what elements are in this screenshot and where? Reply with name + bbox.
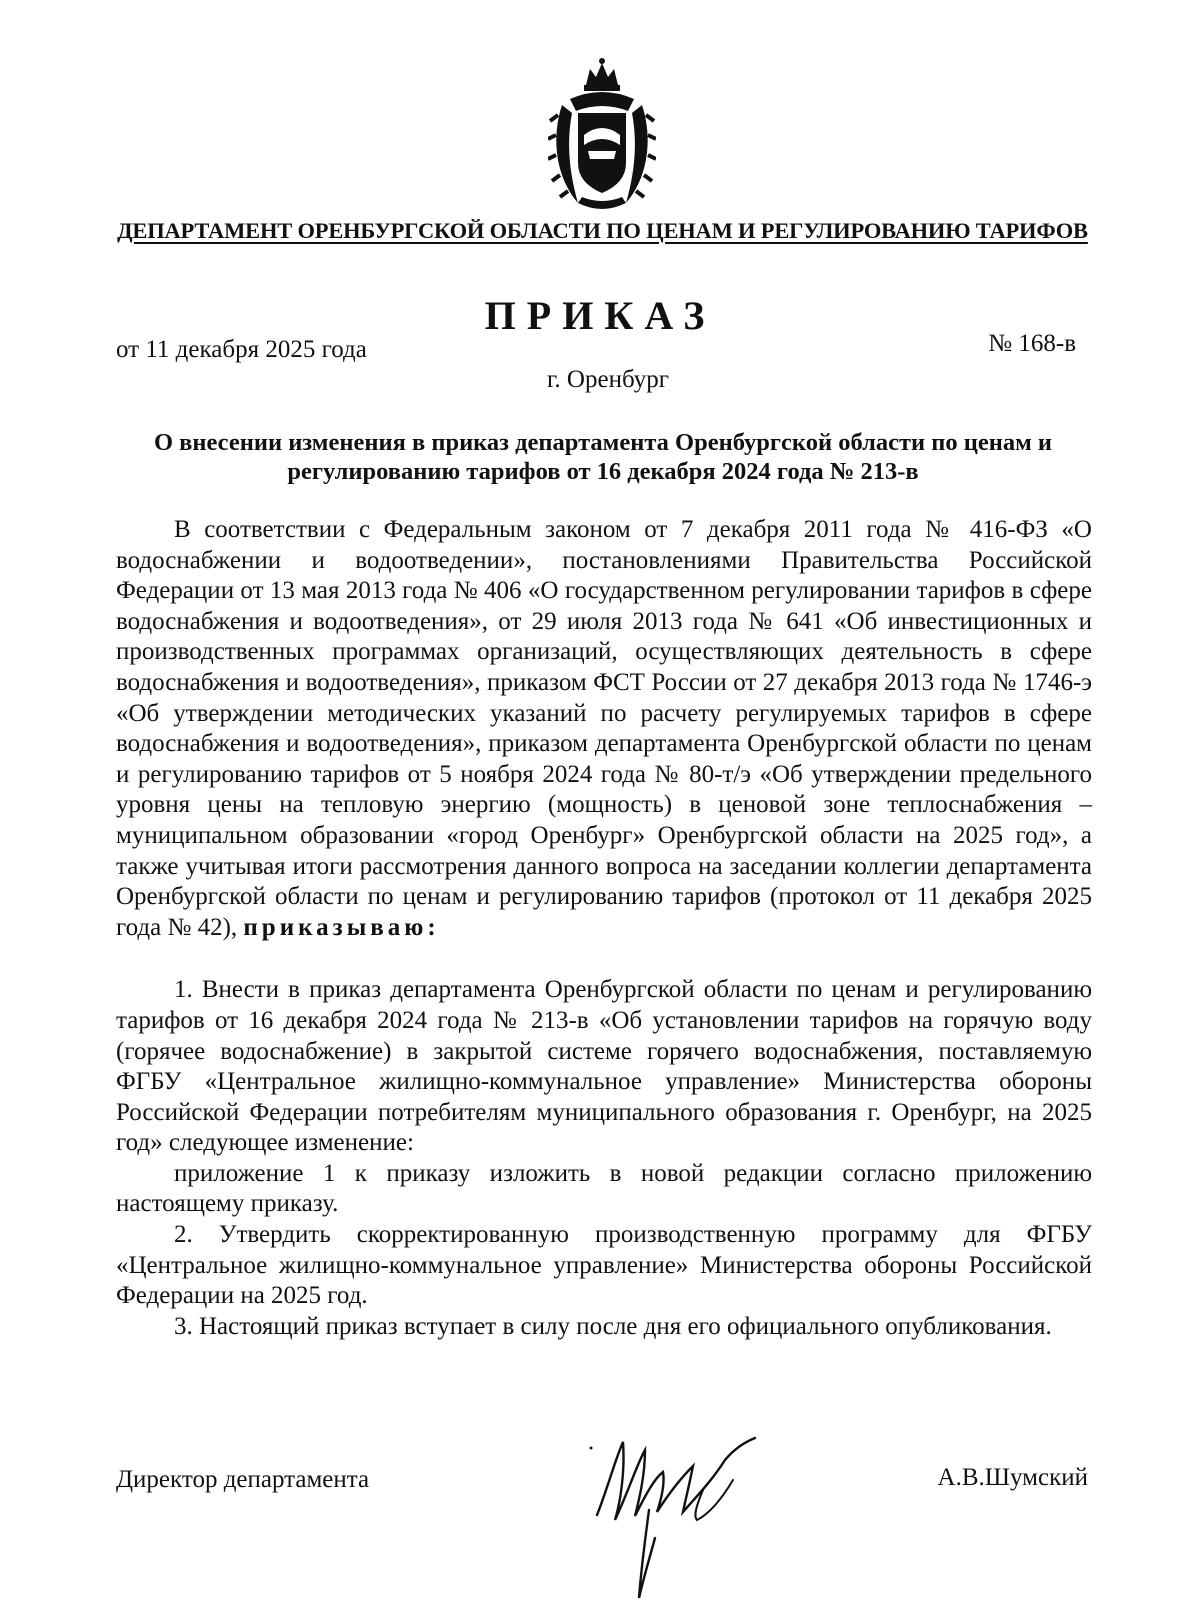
item-3-paragraph: 3. Настоящий приказ вступает в силу после дня его официального опубликования.	[174, 1312, 1052, 1340]
item-2-paragraph: 2. Утвердить скорректированную производственную программу для ФГБУ «Центральное жилищно-коммунальное управление» Министерства обороны Российской Федерации на 2025 год.	[116, 1221, 1092, 1310]
signer-name: А.В.Шумский	[937, 1464, 1088, 1491]
handwritten-signature	[585, 1420, 775, 1605]
document-number: № 168-в	[988, 330, 1076, 357]
item-1-sub-paragraph: приложение 1 к приказу изложить в новой редакции согласно приложению настоящему приказу.	[116, 1159, 1092, 1218]
preamble-text: В соответствии с Федеральным законом от 7 декабря 2011 года № 416-ФЗ «О водоснабжении и водоотведении», постановлениями Правительства Российской Федерации от 13 мая 2013 года № 406 «О государственном регулировании тарифов в сфере водоснабжения и водоотведения», от 29 июля 2013 года № 641 «Об инвестиционных и производственных программах организаций, осуществляющих деятельность в сфере водоснабжения и водоотведения», приказом ФСТ России от 27 декабря 2013 года № 1746-э «Об утверждении методических указаний по расчету регулируемых тарифов в сфере водоснабжения и водоотведения», приказом департамента Оренбургской области по ценам и регулированию тарифов от 5 ноября 2024 года № 80-т/э «Об утверждении предельного уровня цены на тепловую энергию (мощность) в ценовой зоне теплоснабжения – муниципальном образовании «город Оренбург» Оренбургской области на 2025 год», а также учитывая итоги рассмотрения данного вопроса на заседании коллегии департамента Оренбургской области по ценам и регулированию тарифов (протокол от 11 декабря 2025 года № 42),	[116, 516, 1092, 941]
document-city: г. Оренбург	[547, 366, 669, 393]
document-body	[116, 515, 1092, 1342]
document-date: от 11 декабря 2025 года	[116, 336, 367, 363]
department-name: ДЕПАРТАМЕНТ ОРЕНБУРГСКОЙ ОБЛАСТИ ПО ЦЕНАМ И РЕГУЛИРОВАНИЮ ТАРИФОВ	[117, 218, 1088, 243]
document-title: ПРИКАЗ	[484, 293, 716, 338]
order-word: приказываю:	[243, 913, 440, 941]
signer-title: Директор департамента	[116, 1466, 370, 1493]
coat-of-arms-emblem	[548, 55, 656, 215]
item-1-paragraph: 1. Внести в приказ департамента Оренбургской области по ценам и регулированию тарифов от 16 декабря 2024 года № 213-в «Об установлении тарифов на горячую воду (горячее водоснабжение) в закрытой системе горячего водоснабжения, поставляемую ФГБУ «Центральное жилищно-коммунальное управление» Министерства обороны Российской Федерации потребителям муниципального образования г. Оренбург, на 2025 год» следующее изменение:	[116, 976, 1092, 1157]
preamble-paragraph	[116, 515, 1092, 943]
document-subject: О внесении изменения в приказ департамента Оренбургской области по ценам и регулированию тарифов от 16 декабря 2024 года № 213-в	[153, 429, 1053, 485]
